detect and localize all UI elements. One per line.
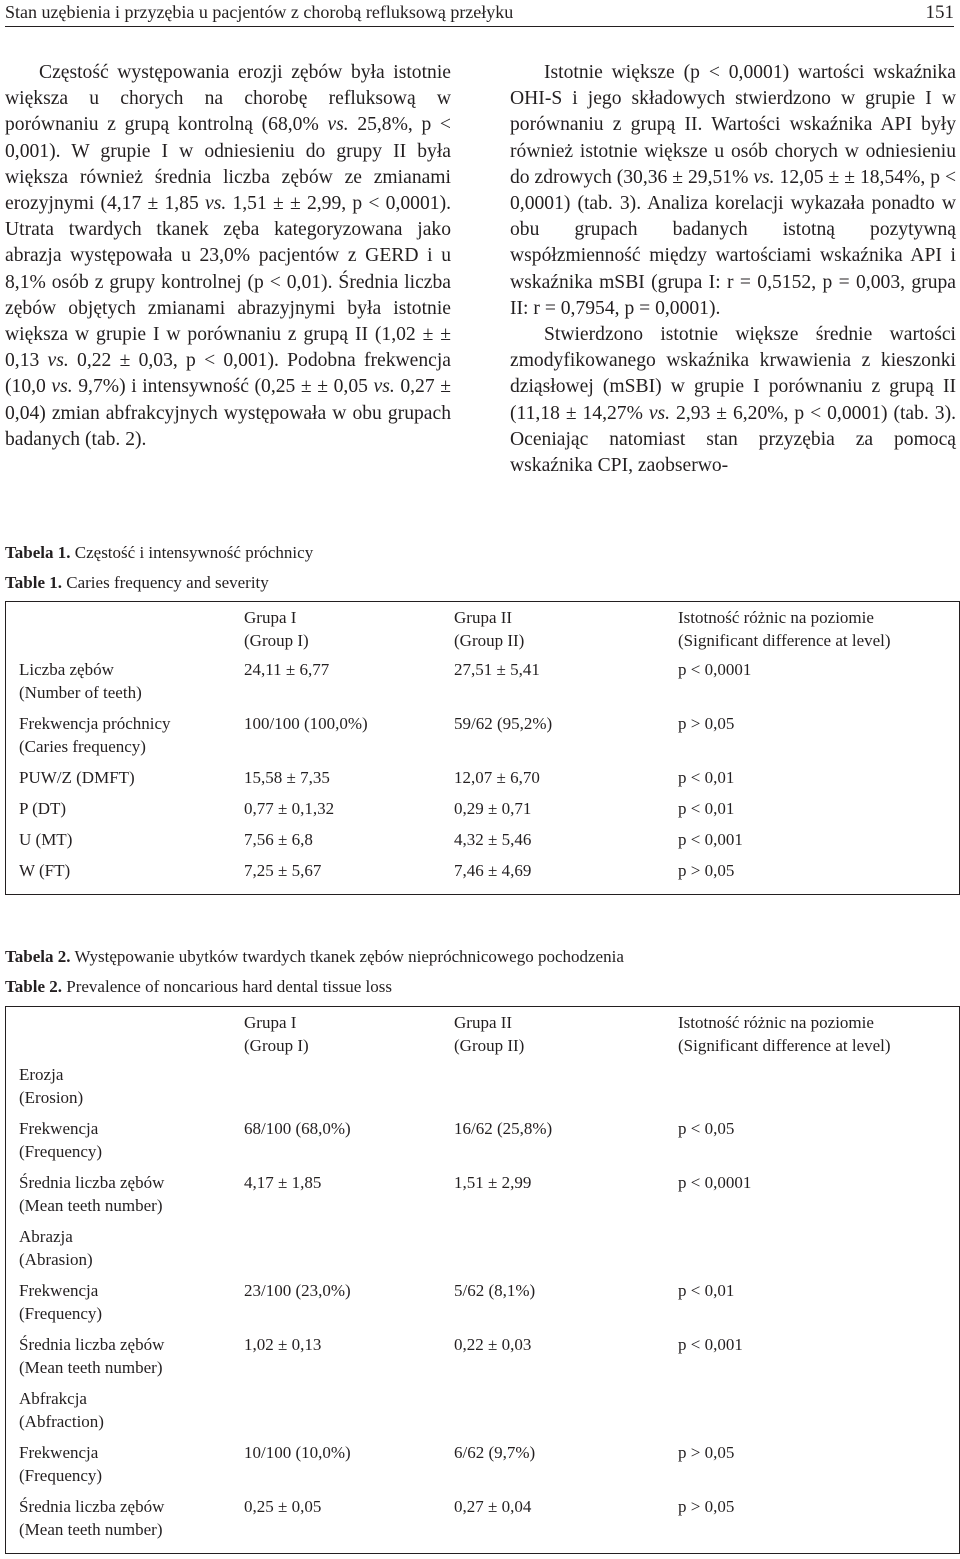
significance-cell: p < 0,0001 [678,1173,752,1192]
row-label-line: (Mean teeth number) [19,1358,163,1377]
row-label-line: Średnia liczba zębów [19,1173,165,1192]
running-title: Stan uzębienia i przyzębia u pacjentów z chorobą refluksową przełyku [5,2,514,22]
row-label-line: Liczba zębów [19,660,114,679]
significance-cell: p > 0,05 [678,1443,735,1462]
row-label-line: Abrazja [19,1227,73,1246]
significance-cell: p < 0,05 [678,1119,735,1138]
group1-cell: 24,11 ± 6,77 [244,660,330,679]
column-header [454,602,678,659]
row-label [6,712,245,766]
group2-cell: 12,07 ± 6,70 [454,768,540,787]
table2 [5,1006,960,1554]
group1-cell: 0,25 ± 0,05 [244,1497,322,1516]
header-line [19,629,244,652]
group2-cell: 27,51 ± 5,41 [454,660,540,679]
column-header [454,1007,678,1064]
row-label [6,1333,245,1387]
row-label-line: Średnia liczba zębów [19,1497,165,1516]
header-line: Istotność różnic na poziomie [678,1013,874,1032]
row-label-line: Frekwencja [19,1281,99,1300]
significance-cell [678,1225,960,1279]
header-line: (Significant difference at level) [678,1036,891,1055]
header-line: Grupa II [454,608,513,627]
group2-cell [454,1387,678,1441]
column-header [678,1007,960,1064]
row-label [6,859,245,895]
row-label-line: (Frequency) [19,1142,103,1161]
paragraph: Istotnie większe (p < 0,0001) wartości wskaźnika OHI-S i jego składowych stwierdzono w grupie I w porównaniu z grupą II. Wartości wskaźnika API były również istotnie większe u osób chorych w odniesieniu do zdrowych (30,36 ± 29,51% vs. 12,05 ± ± 18,54%, p < 0,0001) (tab. 3). Analiza korelacji wykazała ponadto w obu grupach badanych istotną pozytywną współzmienność między wartościami wskaźnika API i wskaźnika mSBI (grupa I: r = 0,5152, p = 0,003, grupa II: r = 0,7954, p = 0,0001). [510,62,956,319]
table-row [6,1063,960,1117]
row-label-line: (Abrasion) [19,1250,93,1269]
page-number: 151 [925,2,954,23]
column-header [244,602,454,659]
paragraph: Stwierdzono istotnie większe średnie wartości zmodyfikowanego wskaźnika krwawienia z kieszonki dziąsłowej (mSBI) w grupie I porównaniu z grupą II (11,18 ± 14,27% vs. 2,93 ± 6,20%, p < 0,0001) (tab. 3). Oceniając natomiast stan przyzębia za pomocą wskaźnika CPI, zaobserwo- [510,324,956,477]
row-label [6,766,245,797]
group1-cell: 15,58 ± 7,35 [244,768,330,787]
header-line: Grupa I [244,608,297,627]
row-label [6,1387,245,1441]
row-label [6,828,245,859]
header-line: Istotność różnic na poziomie [678,608,874,627]
table-row [6,712,960,766]
row-label-line: Frekwencja próchnicy [19,714,171,733]
header-line: (Group II) [454,631,525,650]
table-row [6,658,960,712]
header-line: (Group I) [244,1036,309,1055]
group2-cell: 6/62 (9,7%) [454,1443,536,1462]
table-row [6,859,960,895]
row-label-line: P (DT) [19,799,67,818]
row-label-line: (Caries frequency) [19,737,146,756]
group2-cell [454,1063,678,1117]
table2-caption-pl: Występowanie ubytków twardych tkanek zębów niepróchnicowego pochodzenia [74,947,624,966]
row-label-line: (Number of teeth) [19,683,142,702]
group1-cell: 100/100 (100,0%) [244,714,368,733]
table-row [6,1279,960,1333]
row-label-line: Frekwencja [19,1443,99,1462]
row-label-line: (Frequency) [19,1304,103,1323]
row-label-line: (Mean teeth number) [19,1520,163,1539]
significance-cell: p < 0,01 [678,1281,735,1300]
header-line: Grupa II [454,1013,513,1032]
header-line [19,606,244,629]
table1-label-en: Table 1. [5,573,63,592]
table1-caption-en: Caries frequency and severity [66,573,269,592]
table-row [6,828,960,859]
significance-cell: p > 0,05 [678,1497,735,1516]
paragraph: Częstość występowania erozji zębów była istotnie większa u chorych na chorobę refluksową w porównaniu z grupą kontrolną (68,0% vs. 25,8%, p < 0,001). W grupie I w odniesieniu do grupy II była większa również średnia liczba zębów ze zmianami erozyjnymi (4,17 ± 1,85 vs. 1,51 ± ± 2,99, p < 0,0001). Utrata twardych tkanek zęba kategoryzowana jako abrazja występowała u 23,0% pacjentów z GERD i u 8,1% osób z grupy kontrolnej (p < 0,01). Średnia liczba zębów objętych zmianami abrazyjnymi była istotnie większa w grupie I w porównaniu z grupą II (1,02 ± ± 0,13 vs. 0,22 ± 0,03, p < 0,001). Podobna frekwencja (10,0 vs. 9,7%) i intensywność (0,25 ± ± 0,05 vs. 0,27 ± 0,04) zmian abfrakcyjnych występowała w obu grupach badanych (tab. 2). [5,62,451,450]
table1-label-pl: Tabela 1. [5,543,71,562]
row-label-line: Średnia liczba zębów [19,1335,165,1354]
header-line [19,1011,244,1034]
header-line: Grupa I [244,1013,297,1032]
row-label [6,797,245,828]
group1-cell: 23/100 (23,0%) [244,1281,351,1300]
group2-cell: 5/62 (8,1%) [454,1281,536,1300]
group2-cell [454,1225,678,1279]
row-label [6,1279,245,1333]
row-label-line: Frekwencja [19,1119,99,1138]
row-label-line: PUW/Z (DMFT) [19,768,135,787]
header-line: (Group I) [244,631,309,650]
header-line: (Group II) [454,1036,525,1055]
significance-cell [678,1063,960,1117]
row-label-line: W (FT) [19,861,71,880]
table2-label-pl: Tabela 2. [5,947,71,966]
significance-cell [678,1387,960,1441]
column-header [678,602,960,659]
row-label [6,1171,245,1225]
group2-cell: 59/62 (95,2%) [454,714,553,733]
significance-cell: p < 0,01 [678,799,735,818]
left-text-column [5,60,451,453]
row-label-line: Erozja [19,1065,64,1084]
table1-caption [5,542,313,594]
row-label [6,1495,245,1554]
table-row [6,1495,960,1554]
table-row [6,1333,960,1387]
row-label [6,1117,245,1171]
row-label-line: (Abfraction) [19,1412,104,1431]
running-header [5,0,954,27]
group1-cell [244,1063,454,1117]
group2-cell: 7,46 ± 4,69 [454,861,532,880]
group1-cell: 68/100 (68,0%) [244,1119,351,1138]
row-label-line: Abfrakcja [19,1389,87,1408]
significance-cell: p < 0,0001 [678,660,752,679]
group1-cell [244,1387,454,1441]
group1-cell: 0,77 ± 0,1,32 [244,799,335,818]
group1-cell: 10/100 (10,0%) [244,1443,351,1462]
column-header [6,602,245,659]
row-label-line: (Mean teeth number) [19,1196,163,1215]
table1-caption-pl: Częstość i intensywność próchnicy [74,543,314,562]
group2-cell: 4,32 ± 5,46 [454,830,532,849]
table-header-row [6,1007,960,1064]
group2-cell: 1,51 ± 2,99 [454,1173,532,1192]
table-row [6,1225,960,1279]
group1-cell [244,1225,454,1279]
row-label-line: U (MT) [19,830,73,849]
significance-cell: p < 0,001 [678,1335,743,1354]
table-row [6,1441,960,1495]
group2-cell: 0,22 ± 0,03 [454,1335,532,1354]
table-row [6,1387,960,1441]
significance-cell: p > 0,05 [678,714,735,733]
table-row [6,797,960,828]
significance-cell: p < 0,001 [678,830,743,849]
header-line [19,1034,244,1057]
table-row [6,1117,960,1171]
group2-cell: 0,27 ± 0,04 [454,1497,532,1516]
table2-caption [5,946,624,998]
table-row [6,1171,960,1225]
right-text-column [510,60,956,479]
group1-cell: 7,25 ± 5,67 [244,861,322,880]
table2-label-en: Table 2. [5,977,63,996]
table-header-row [6,602,960,659]
table1 [5,601,960,895]
group1-cell: 7,56 ± 6,8 [244,830,313,849]
header-line: (Significant difference at level) [678,631,891,650]
row-label [6,1441,245,1495]
significance-cell: p < 0,01 [678,768,735,787]
row-label [6,1225,245,1279]
table2-caption-en: Prevalence of noncarious hard dental tissue loss [66,977,393,996]
column-header [244,1007,454,1064]
table-row [6,766,960,797]
group2-cell: 16/62 (25,8%) [454,1119,553,1138]
row-label-line: (Frequency) [19,1466,103,1485]
column-header [6,1007,245,1064]
row-label [6,1063,245,1117]
group1-cell: 4,17 ± 1,85 [244,1173,322,1192]
group1-cell: 1,02 ± 0,13 [244,1335,322,1354]
group2-cell: 0,29 ± 0,71 [454,799,532,818]
row-label-line: (Erosion) [19,1088,84,1107]
significance-cell: p > 0,05 [678,861,735,880]
row-label [6,658,245,712]
